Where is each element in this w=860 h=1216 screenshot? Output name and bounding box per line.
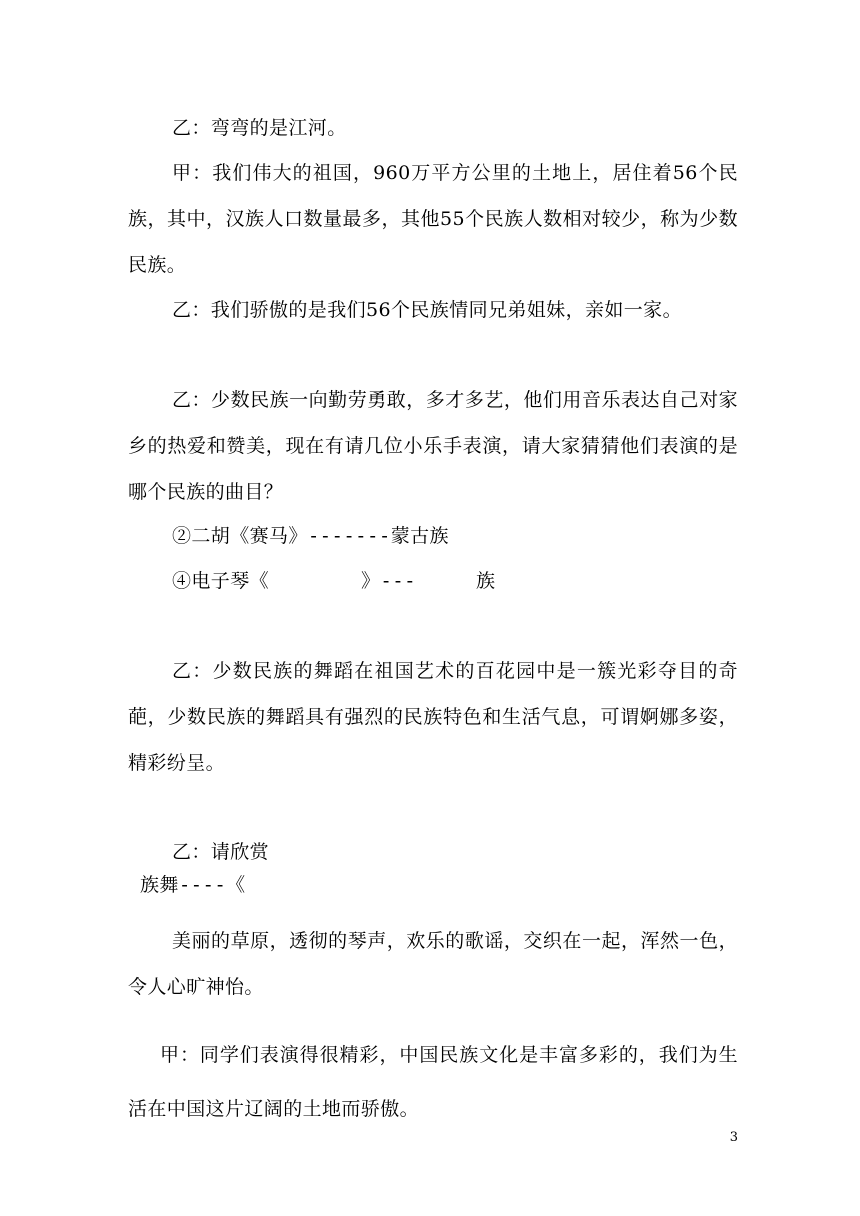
paragraph-jia-closing: 甲：同学们表演得很精彩，中国民族文化是丰富多彩的，我们为生活在中国这片辽阔的土地而骄傲。 (128, 1044, 738, 1120)
program-keyboard-text: ④电子琴《 (172, 570, 270, 592)
program-item-keyboard (128, 558, 738, 604)
dance-title-bracket: 《 (226, 874, 246, 896)
dance-title-dashes: ---- (178, 874, 227, 896)
program-keyboard-ethnic: 族 (475, 570, 496, 592)
program-erhu-ethnic: 蒙古族 (390, 525, 449, 547)
dance-title-text: 族舞 (140, 874, 179, 896)
program-item-erhu (128, 513, 738, 559)
line-yi-proud: 乙：我们骄傲的是我们56个民族情同兄弟姐妹，亲如一家。 (172, 299, 682, 321)
program-erhu-text: ②二胡《赛马》 (172, 525, 308, 547)
line-yi-rivers: 乙：弯弯的是江河。 (172, 117, 347, 139)
program-keyboard-close: 》 (361, 570, 381, 592)
program-erhu-dashes: ------- (307, 525, 391, 547)
page-number: 3 (729, 1130, 738, 1145)
program-keyboard-dashes: --- (380, 570, 416, 592)
line-dance-title (140, 862, 750, 908)
line-yi-please-enjoy: 乙：请欣赏 (172, 841, 270, 863)
paragraph-jia-nation: 甲：我们伟大的祖国，960万平方公里的土地上，居住着56个民族，其中，汉族人口数量最多，其他55个民族人数相对较少，称为少数民族。 (128, 162, 738, 276)
paragraph-yi-dance: 乙：少数民族的舞蹈在祖国艺术的百花园中是一簇光彩夺目的奇葩，少数民族的舞蹈具有强烈的民族特色和生活气息，可谓婀娜多姿，精彩纷呈。 (128, 660, 738, 774)
paragraph-grassland: 美丽的草原，透彻的琴声，欢乐的歌谣，交织在一起，浑然一色，令人心旷神怡。 (128, 930, 738, 998)
paragraph-yi-music: 乙：少数民族一向勤劳勇敢，多才多艺，他们用音乐表达自己对家乡的热爱和赞美，现在有请几位小乐手表演，请大家猜猜他们表演的是哪个民族的曲目？ (128, 389, 738, 503)
